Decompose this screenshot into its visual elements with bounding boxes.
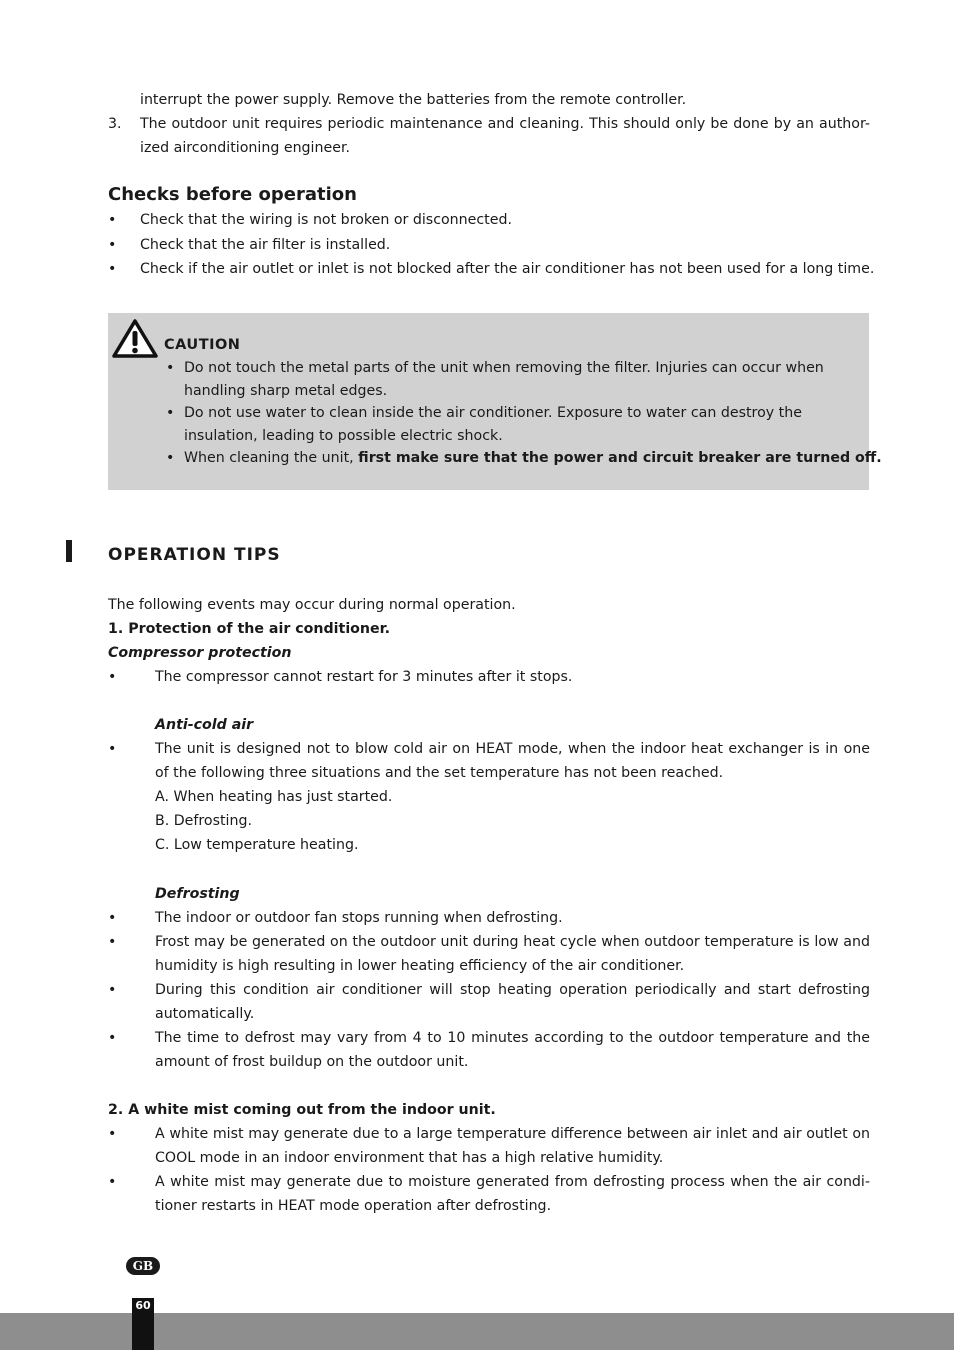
- checks-item-3: Check if the air outlet or inlet is not blocked after the air conditioner has not been used for a long time.: [140, 261, 875, 277]
- anticold-line-2: of the following three situations and the set temperature has not been reached.: [155, 765, 724, 781]
- intro-continuation: interrupt the power supply. Remove the batteries from the remote controller.: [140, 92, 687, 108]
- mist-bullet-1: •: [108, 1126, 117, 1142]
- caution-bullet-2: •: [166, 405, 175, 421]
- checks-item-2: Check that the air filter is installed.: [140, 237, 391, 253]
- language-badge: GB: [126, 1257, 160, 1275]
- mist-item-1-line-1: A white mist may generate due to a large temperature difference between air inlet and air outlet on: [155, 1126, 870, 1142]
- defrost-item-3-line-2: automatically.: [155, 1006, 255, 1022]
- caution-bullet-3: •: [166, 450, 175, 466]
- anticold-case-a: A. When heating has just started.: [155, 789, 393, 805]
- defrost-bullet-2: •: [108, 934, 117, 950]
- mist-item-2-line-2: tioner restarts in HEAT mode operation after defrosting.: [155, 1198, 552, 1214]
- white-mist-heading: 2. A white mist coming out from the indoor unit.: [108, 1102, 496, 1118]
- section-marker: [66, 540, 72, 562]
- compressor-item: The compressor cannot restart for 3 minutes after it stops.: [155, 669, 573, 685]
- defrost-item-1: The indoor or outdoor fan stops running when defrosting.: [155, 910, 563, 926]
- defrost-bullet-3: •: [108, 982, 117, 998]
- anticold-line-1: The unit is designed not to blow cold air on HEAT mode, when the indoor heat exchanger is in one: [155, 741, 870, 757]
- operation-tips-title: OPERATION TIPS: [108, 545, 281, 565]
- checks-item-1: Check that the wiring is not broken or disconnected.: [140, 212, 512, 228]
- warning-triangle-icon: [112, 318, 158, 358]
- protection-heading: 1. Protection of the air conditioner.: [108, 621, 391, 637]
- item-3-line-1: The outdoor unit requires periodic maintenance and cleaning. This should only be done by an author-: [140, 116, 870, 132]
- defrost-item-2-line-1: Frost may be generated on the outdoor unit during heat cycle when outdoor temperature is low and: [155, 934, 870, 950]
- caution-item-1-line-2: handling sharp metal edges.: [184, 383, 388, 399]
- caution-item-3-text: When cleaning the unit,: [184, 450, 359, 466]
- defrosting-heading: Defrosting: [155, 886, 240, 902]
- item-3-number: 3.: [108, 116, 122, 132]
- mist-item-2-line-1: A white mist may generate due to moisture generated from defrosting process when the air condi-: [155, 1174, 870, 1190]
- tips-intro: The following events may occur during normal operation.: [108, 597, 516, 613]
- checks-bullet-1: •: [108, 212, 117, 228]
- anticold-case-b: B. Defrosting.: [155, 813, 253, 829]
- caution-item-1-line-1: Do not touch the metal parts of the unit when removing the filter. Injuries can occur when: [184, 360, 824, 376]
- compressor-bullet: •: [108, 669, 117, 685]
- defrost-item-3-line-1: During this condition air conditioner will stop heating operation periodically and start defrosting: [155, 982, 870, 998]
- caution-item-3-emphasis: first make sure that the power and circuit breaker are turned off.: [358, 450, 882, 466]
- page-number: 60: [135, 1299, 151, 1312]
- caution-item-3: [184, 448, 882, 468]
- anticold-case-c: C. Low temperature heating.: [155, 837, 359, 853]
- mist-item-1-line-2: COOL mode in an indoor environment that has a high relative humidity.: [155, 1150, 664, 1166]
- checks-bullet-3: •: [108, 261, 117, 277]
- checks-heading: Checks before operation: [108, 184, 357, 205]
- caution-title: CAUTION: [164, 337, 241, 353]
- compressor-heading: Compressor protection: [108, 645, 292, 661]
- caution-bullet-1: •: [166, 360, 175, 376]
- anticold-bullet: •: [108, 741, 117, 757]
- caution-item-2-line-1: Do not use water to clean inside the air conditioner. Exposure to water can destroy the: [184, 405, 802, 421]
- mist-bullet-2: •: [108, 1174, 117, 1190]
- checks-bullet-2: •: [108, 237, 117, 253]
- defrost-item-4-line-2: amount of frost buildup on the outdoor unit.: [155, 1054, 469, 1070]
- defrost-bullet-1: •: [108, 910, 117, 926]
- defrost-item-2-line-2: humidity is high resulting in lower heating efficiency of the air conditioner.: [155, 958, 685, 974]
- anticold-heading: Anti-cold air: [155, 717, 254, 733]
- defrost-item-4-line-1: The time to defrost may vary from 4 to 10 minutes according to the outdoor temperature and the: [155, 1030, 870, 1046]
- caution-item-2-line-2: insulation, leading to possible electric shock.: [184, 428, 503, 444]
- defrost-bullet-4: •: [108, 1030, 117, 1046]
- item-3-line-2: ized airconditioning engineer.: [140, 140, 350, 156]
